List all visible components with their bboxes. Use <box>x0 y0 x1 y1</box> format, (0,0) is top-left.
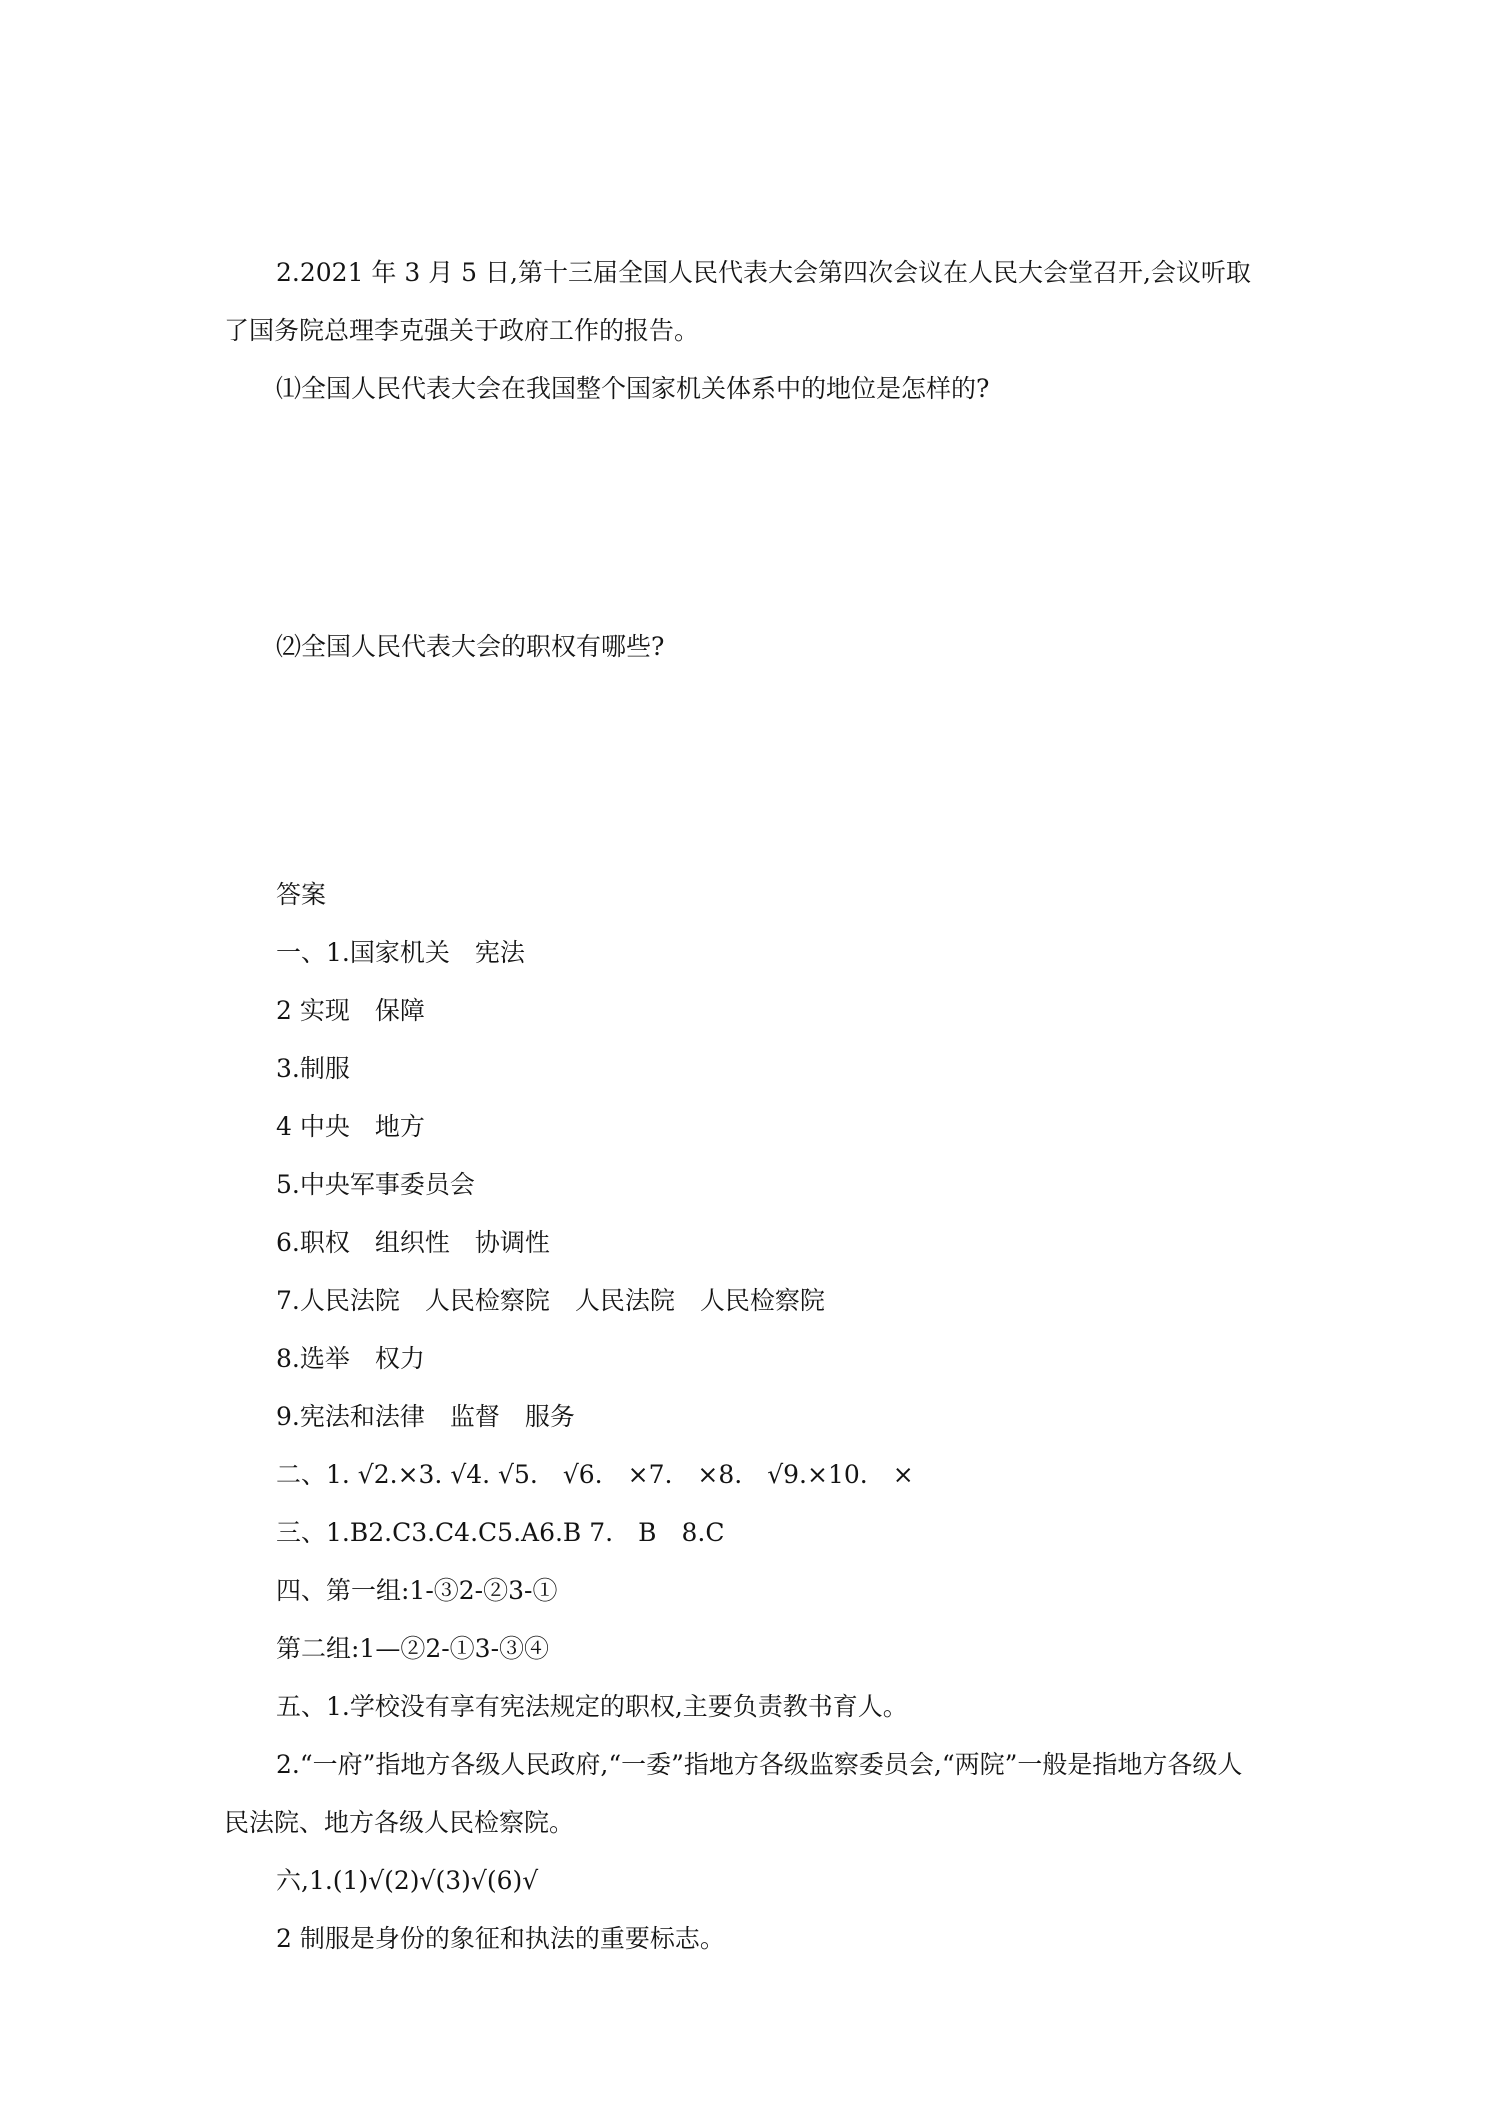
answer-line: 2 制服是身份的象征和执法的重要标志。 <box>276 1924 725 1953</box>
answer-space-2 <box>224 676 1264 866</box>
answer-line: 第二组:1—②2-①3-③④ <box>276 1634 550 1663</box>
answer-line: 二、1. √2.×3. √4. √5. √6. ×7. ×8. √9.×10. × <box>276 1460 914 1489</box>
answer-line: 2 实现 保障 <box>276 996 425 1025</box>
answer-line: 3.制服 <box>276 1054 350 1083</box>
answers-heading: 答案 <box>276 880 327 909</box>
answer-line: 四、第一组:1-③2-②3-① <box>276 1576 558 1605</box>
question-2-stem: 2.2021 年 3 月 5 日,第十三届全国人民代表大会第四次会议在人民大会堂召开,会议听取了国务院总理李克强关于政府工作的报告。 <box>224 258 1251 345</box>
answer-line: 三、1.B2.C3.C4.C5.A6.B 7. B 8.C <box>276 1518 725 1547</box>
answer-paragraph: 2.“一府”指地方各级人民政府,“一委”指地方各级监察委员会,“两院”一般是指地方各级人民法院、地方各级人民检察院。 <box>224 1750 1243 1837</box>
document-content <box>224 244 1264 1968</box>
answer-line: 五、1.学校没有享有宪法规定的职权,主要负责教书育人。 <box>276 1692 908 1721</box>
answer-line: 7.人民法院 人民检察院 人民法院 人民检察院 <box>276 1286 825 1315</box>
answer-line: 6.职权 组织性 协调性 <box>276 1228 550 1257</box>
answer-line: 一、1.国家机关 宪法 <box>276 938 525 967</box>
question-2-sub-2: ⑵全国人民代表大会的职权有哪些? <box>276 632 665 661</box>
answer-line: 5.中央军事委员会 <box>276 1170 475 1199</box>
answer-line: 4 中央 地方 <box>276 1112 425 1141</box>
answer-space-1 <box>224 418 1264 618</box>
question-2-sub-1: ⑴全国人民代表大会在我国整个国家机关体系中的地位是怎样的? <box>276 374 990 403</box>
answer-line: 9.宪法和法律 监督 服务 <box>276 1402 575 1431</box>
answer-line: 8.选举 权力 <box>276 1344 425 1373</box>
answer-line: 六,1.(1)√(2)√(3)√(6)√ <box>276 1866 539 1895</box>
